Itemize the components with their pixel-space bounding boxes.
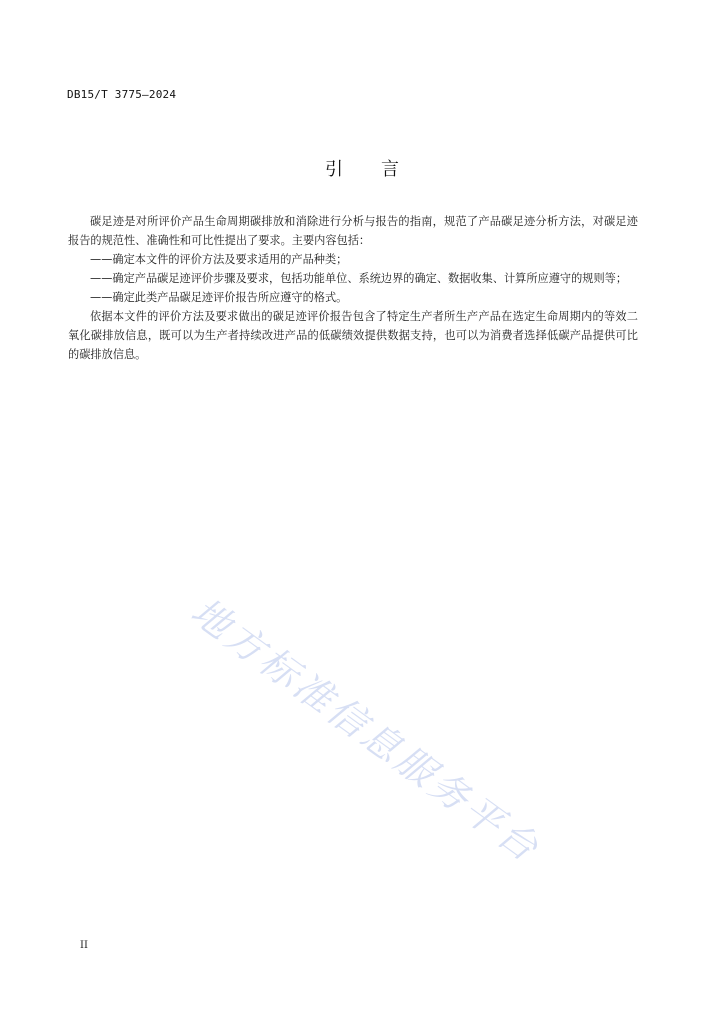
standard-code: DB15/T 3775—2024 — [67, 88, 177, 101]
closing-paragraph: 依据本文件的评价方法及要求做出的碳足迹评价报告包含了特定生产者所生产产品在选定生命周期内的等效二氧化碳排放信息，既可以为生产者持续改进产品的低碳绩效提供数据支持，也可以为消费者选择低碳产品提供可比的碳排放信息。 — [68, 310, 638, 361]
list-item-evaluation-steps: ——确定产品碳足迹评价步骤及要求，包括功能单位、系统边界的确定、数据收集、计算所应遵守的规则等； — [90, 272, 628, 285]
intro-paragraph: 碳足迹是对所评价产品生命周期碳排放和消除进行分析与报告的指南，规范了产品碳足迹分析方法，对碳足迹报告的规范性、准确性和可比性提出了要求。主要内容包括： — [68, 215, 638, 247]
section-body — [68, 212, 638, 364]
list-item-product-types: ——确定本文件的评价方法及要求适用的产品种类； — [90, 253, 348, 266]
list-item-report-format: ——确定此类产品碳足迹评价报告所应遵守的格式。 — [90, 291, 348, 304]
section-title: 引言 — [325, 159, 437, 180]
page-number: II — [80, 940, 88, 951]
watermark: 地方标准信息服务平台 — [183, 589, 549, 872]
